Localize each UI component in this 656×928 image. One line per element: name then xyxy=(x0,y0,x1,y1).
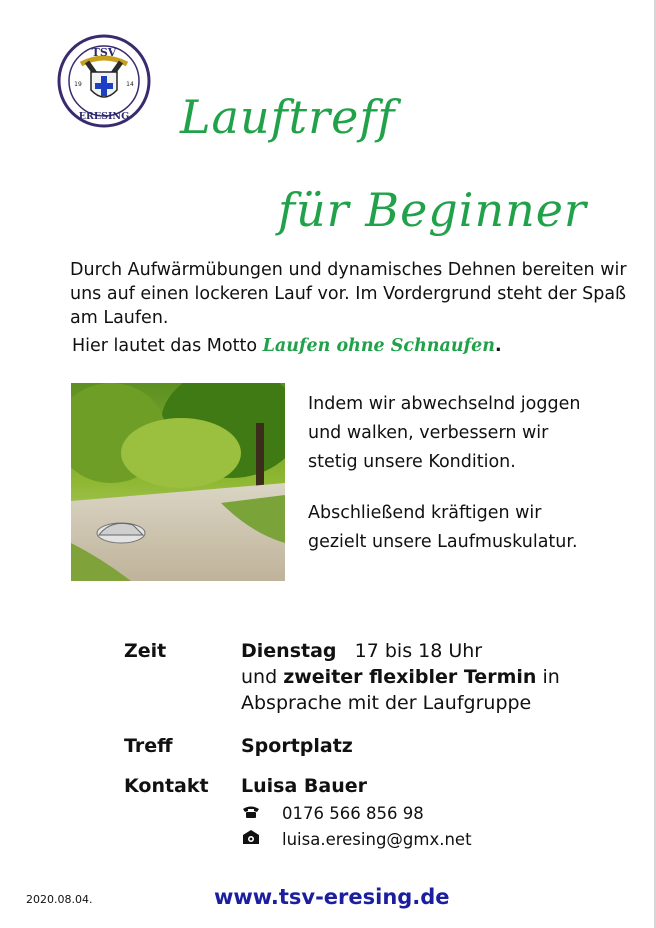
zeit-line3: Absprache mit der Laufgruppe xyxy=(241,692,532,714)
website-link[interactable]: www.tsv-eresing.de xyxy=(214,885,450,909)
side1-line3: stetig unsere Kondition. xyxy=(308,452,516,472)
intro-paragraph: Durch Aufwärmübungen und dynamisches Dehnen bereiten wir uns auf einen lockeren Lauf vor. Im Vordergrund steht der Spaß am Laufen. xyxy=(70,260,627,328)
title-line2: für Beginner xyxy=(278,183,587,237)
motto-prefix: Hier lautet das Motto xyxy=(72,336,263,356)
motto-accent: Laufen ohne Schnaufen xyxy=(262,336,495,356)
treff-value: Sportplatz xyxy=(241,735,353,757)
logo-bottom-text: ERESING xyxy=(78,111,130,122)
phone-number: 0176 566 856 98 xyxy=(282,804,424,823)
email-icon xyxy=(242,829,272,849)
zeit-day: Dienstag xyxy=(241,640,337,662)
footer-date: 2020.08.04. xyxy=(26,893,93,906)
motto-line xyxy=(72,336,502,356)
zeit-line1 xyxy=(241,640,482,662)
side-paragraph-2 xyxy=(308,499,578,557)
zeit-time: 17 bis 18 Uhr xyxy=(354,640,483,662)
side1-line2: und walken, verbessern wir xyxy=(308,423,549,443)
side1-line1: Indem wir abwechselnd joggen xyxy=(308,394,581,414)
club-logo xyxy=(57,34,151,128)
running-shoe-photo xyxy=(71,383,285,581)
side-paragraph-1 xyxy=(308,390,580,477)
side2-line1: Abschließend kräftigen wir xyxy=(308,503,542,523)
kontakt-label: Kontakt xyxy=(124,775,209,797)
zeit-line2 xyxy=(241,666,560,688)
zeit-and: und xyxy=(241,666,284,688)
logo-year-left: 19 xyxy=(74,81,82,88)
side2-line2: gezielt unsere Laufmuskulatur. xyxy=(308,532,578,552)
motto-suffix: . xyxy=(494,336,502,356)
email-line xyxy=(242,829,472,849)
email-address[interactable]: luisa.eresing@gmx.net xyxy=(282,830,472,849)
zeit-label: Zeit xyxy=(124,640,167,662)
logo-top-text: TSV xyxy=(91,46,117,59)
treff-label: Treff xyxy=(124,735,173,757)
zeit-flex: zweiter flexibler Termin xyxy=(283,666,537,688)
zeit-in: in xyxy=(536,666,560,688)
phone-line xyxy=(242,804,424,823)
kontakt-name: Luisa Bauer xyxy=(241,775,367,797)
logo-year-right: 14 xyxy=(126,81,134,88)
phone-icon xyxy=(242,804,272,823)
title-line1: Lauftreff xyxy=(180,90,396,144)
